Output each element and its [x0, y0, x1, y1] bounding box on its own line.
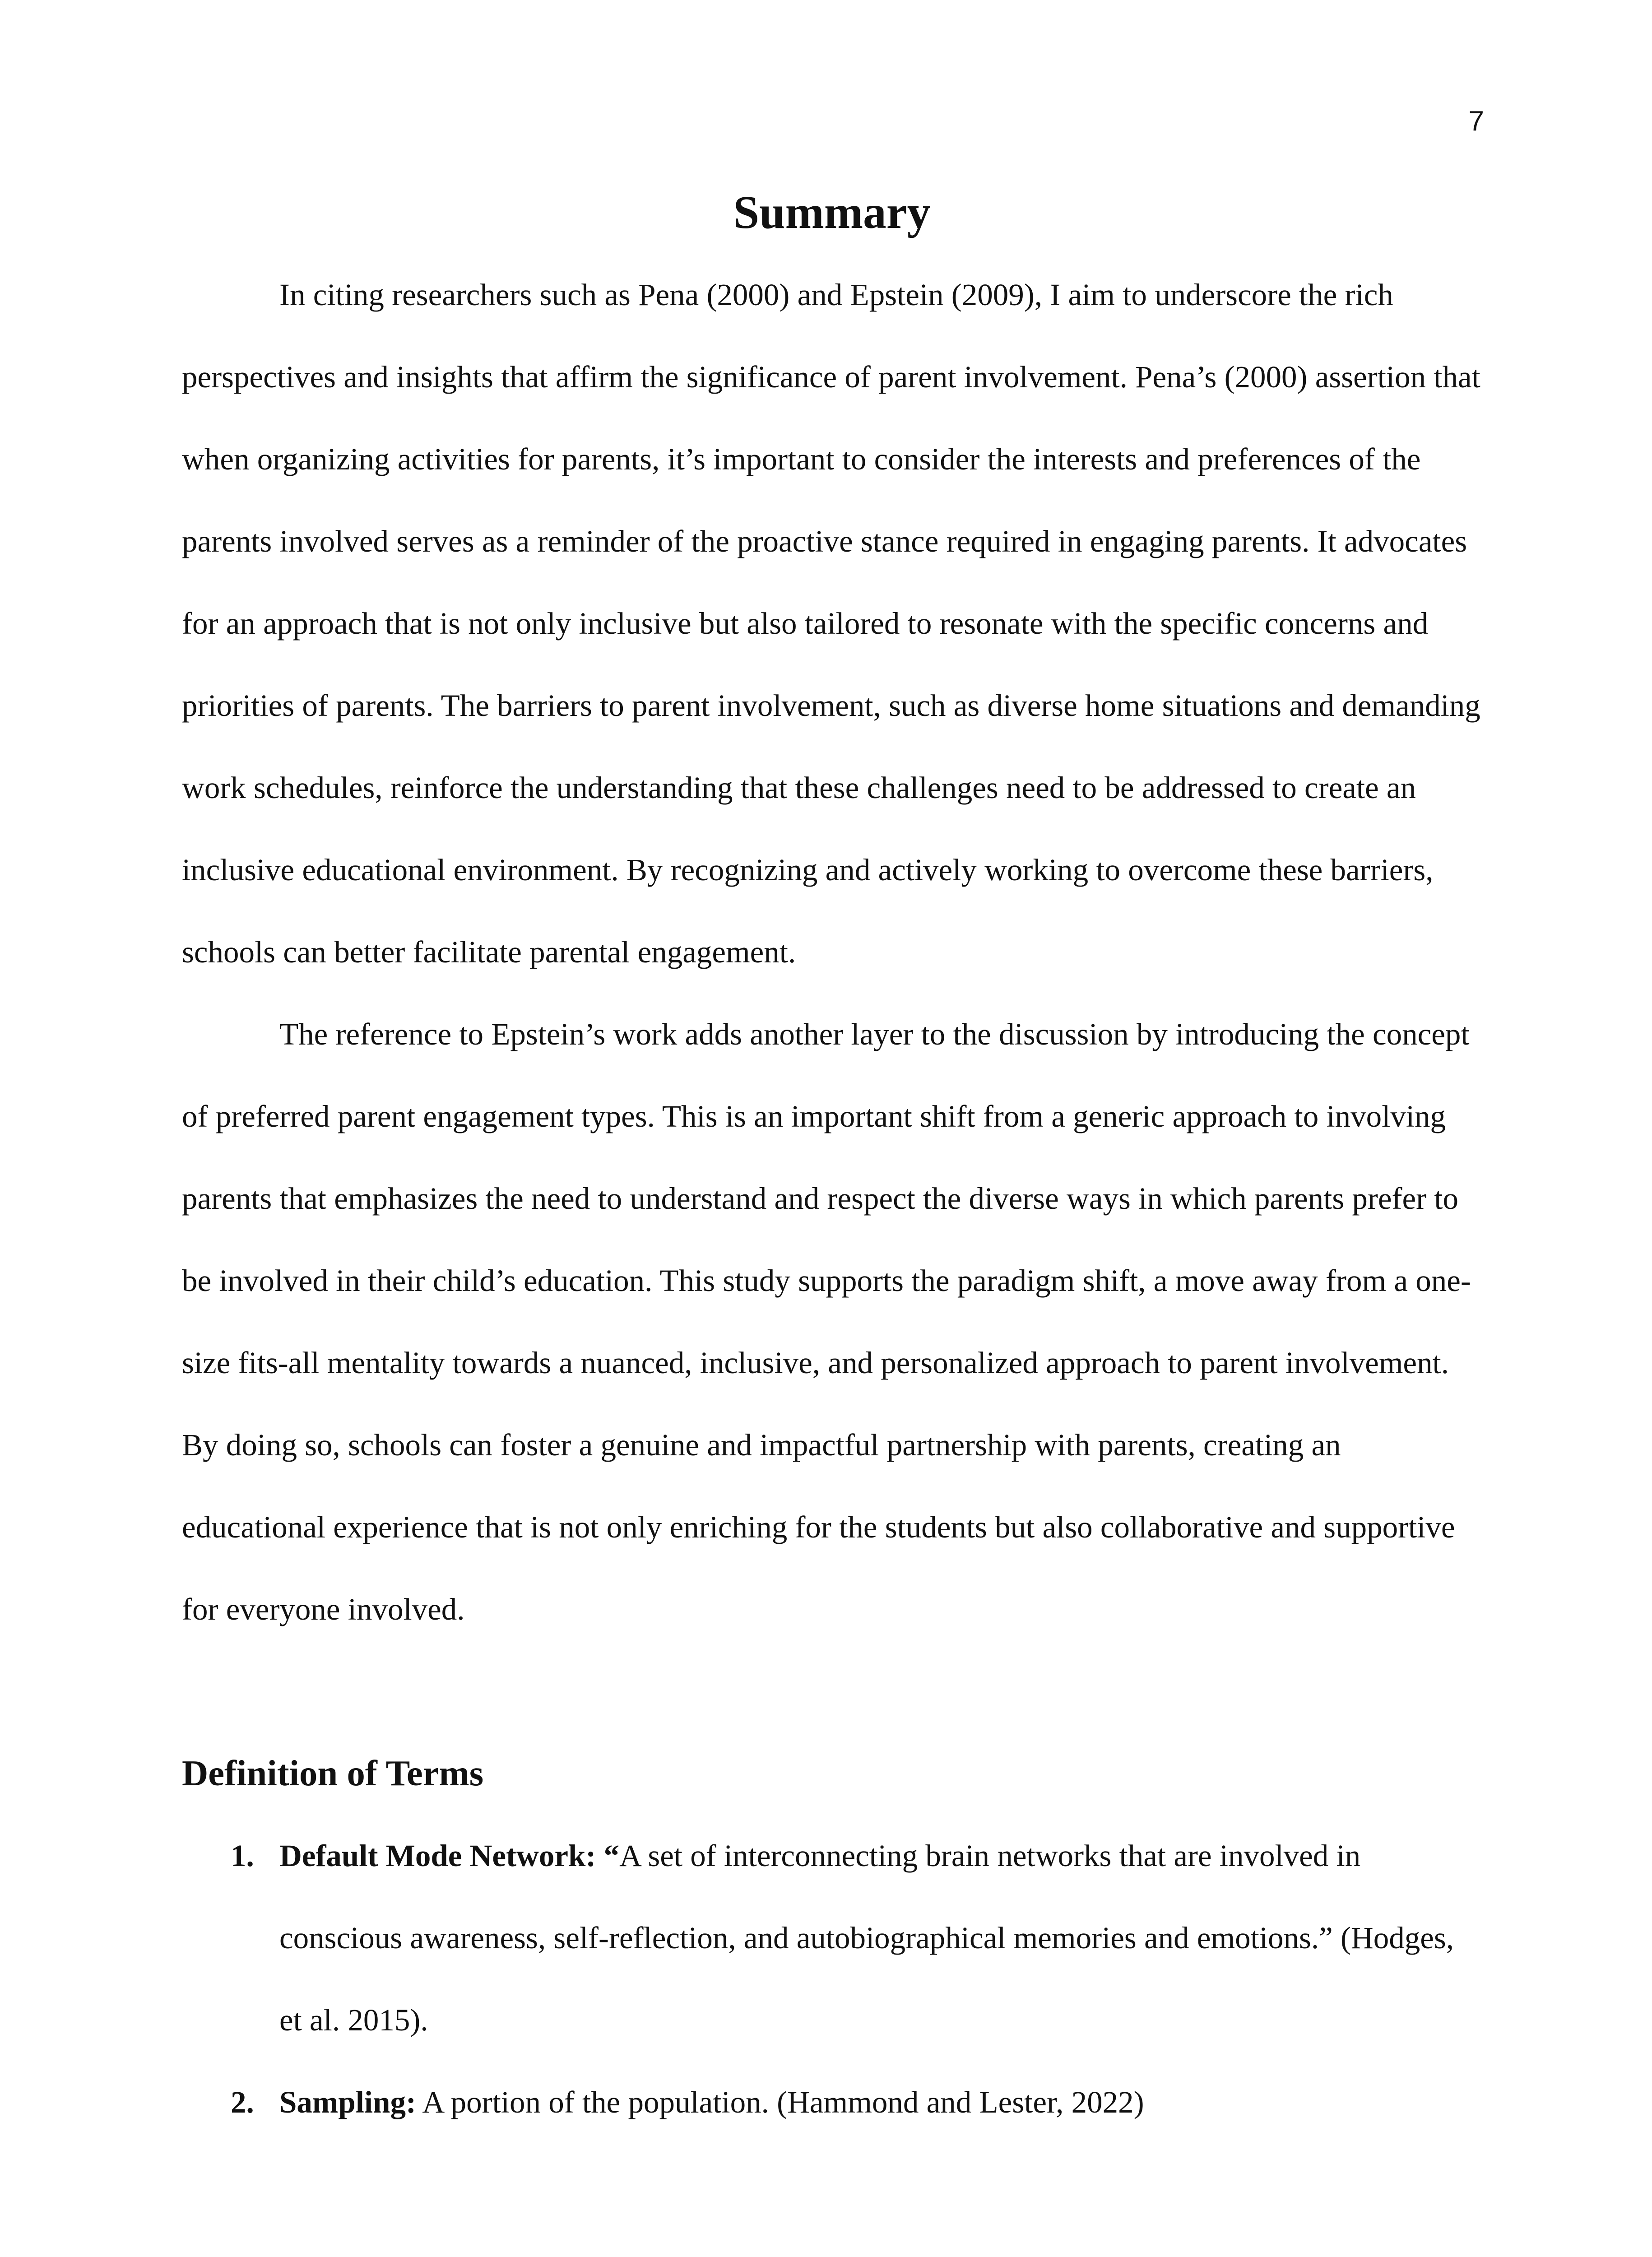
term-quote-open: “	[603, 1839, 620, 1873]
definition-of-terms-heading: Definition of Terms	[182, 1753, 484, 1793]
term-name: Default Mode Network:	[279, 1839, 596, 1873]
page-number: 7	[1468, 106, 1484, 137]
section-spacer	[182, 1650, 1482, 1732]
summary-paragraph-2: The reference to Epstein’s work adds another layer to the discussion by introducing the concept of preferred parent engagement types. This is an important shift from a generic approach to involving parents that emphasizes the need to understand and respect the diverse ways in which parents prefer to be involved in their child’s education. This study supports the paradigm shift, a move away from a one-size fits-all mentality towards a nuanced, inclusive, and personalized approach to parent involvement. By doing so, schools can foster a genuine and impactful partnership with parents, creating an educational experience that is not only enriching for the students but also collaborative and supportive for everyone involved.	[182, 1017, 1471, 1626]
summary-heading: Summary	[733, 187, 931, 238]
terms-list	[182, 1815, 1482, 2143]
term-item-default-mode-network	[182, 1815, 1482, 2061]
document-body	[182, 172, 1482, 2143]
term-item-sampling	[182, 2061, 1482, 2143]
summary-paragraph-1: In citing researchers such as Pena (2000) and Epstein (2009), I aim to underscore the rich perspectives and insights that affirm the significance of parent involvement. Pena’s (2000) assertion that when organizing activities for parents, it’s important to consider the interests and preferences of the parents involved serves as a reminder of the proactive stance required in engaging parents. It advocates for an approach that is not only inclusive but also tailored to resonate with the specific concerns and priorities of parents. The barriers to parent involvement, such as diverse home situations and demanding work schedules, reinforce the understanding that these challenges need to be addressed to create an inclusive educational environment. By recognizing and actively working to overcome these barriers, schools can better facilitate parental engagement.	[182, 278, 1480, 969]
term-number: 1.	[231, 1839, 254, 1873]
term-definition: A portion of the population. (Hammond and Lester, 2022)	[422, 2085, 1144, 2119]
term-name: Sampling:	[279, 2085, 416, 2119]
term-definition: A set of interconnecting brain networks that are involved in conscious awareness, self-reflection, and autobiographical memories and emotions.” (Hodges, et al. 2015).	[279, 1839, 1454, 2037]
term-number: 2.	[231, 2085, 254, 2119]
